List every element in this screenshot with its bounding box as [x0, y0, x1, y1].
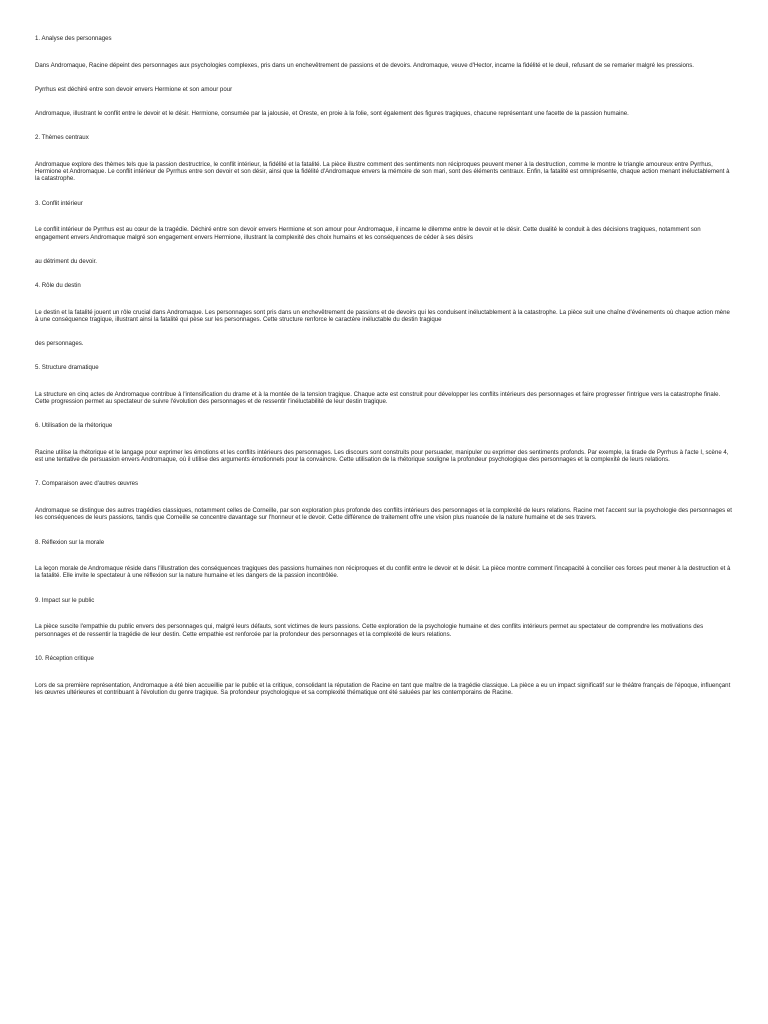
- paragraph: Dans Andromaque, Racine dépeint des personnages aux psychologies complexes, pris dans un enchevêtrement de passions et de devoirs. Andromaque, veuve d'Hector, incarne la fidélité et le deuil, refusant de se remarier malgré les pressions.: [35, 61, 694, 69]
- paragraph: Lors de sa première représentation, Andromaque a été bien accueillie par le public et la critique, consolidant la réputation de Racine en tant que maître de la tragédie classique. La pièce a eu un impact significatif sur le théâtre français de l'époque, influençant les œuvres ultérieures et contribuant à l'évolution du genre tragique. Sa profondeur psychologique et sa complexité thématique ont été saluées par les contemporains de Racine.: [35, 681, 731, 696]
- section-heading: 1. Analyse des personnages: [35, 35, 112, 42]
- section-heading: 6. Utilisation de la rhétorique: [35, 422, 113, 430]
- section-heading: 7. Comparaison avec d'autres œuvres: [35, 480, 139, 488]
- section-heading: 5. Structure dramatique: [35, 364, 99, 372]
- section-heading: 10. Réception critique: [35, 654, 94, 662]
- paragraph: La structure en cinq actes de Andromaque contribue à l'intensification du drame et à la montée de la tension tragique. Chaque acte est construit pour développer les conflits intérieurs des personnages et faire progresser l'intrigue vers la catastrophe finale. Cette progression permet au spectateur de suivre l'évolution des personnages et de ressentir l'inéluctabilité de leur destin tragique.: [35, 390, 721, 406]
- section-heading: 8. Réflexion sur la morale: [35, 538, 105, 546]
- paragraph: Pyrrhus est déchiré entre son devoir envers Hermione et son amour pour: [35, 85, 233, 93]
- paragraph: Andromaque explore des thèmes tels que la passion destructrice, le conflit intérieur, la fidélité et la fatalité. La pièce illustre comment des sentiments non réciproques peuvent mener à la destruction, comme le montre le triangle amoureux entre Pyrrhus, Hermione et Andromaque. Le conflit intérieur de Pyrrhus entre son devoir et son désir, ainsi que la fidélité d'Andromaque envers la mémoire de son mari, sont des éléments centraux. Enfin, la fatalité est omniprésente, chaque action menant inéluctablement à la catastrophe.: [35, 161, 730, 183]
- section-heading: 2. Thèmes centraux: [35, 134, 89, 142]
- paragraph: Le destin et la fatalité jouent un rôle crucial dans Andromaque. Les personnages sont pris dans un enchevêtrement de passions et de devoirs qui les conduisent inéluctablement à la catastrophe. La pièce suit une chaîne d'événements où chaque action mène à une conséquence tragique, illustrant ainsi la fatalité qui pèse sur les personnages. Cette structure renforce le caractère inéluctable du destin tragique: [35, 308, 730, 323]
- paragraph: Racine utilise la rhétorique et le langage pour exprimer les émotions et les conflits intérieurs des personnages. Les discours sont construits pour persuader, manipuler ou exprimer des sentiments profonds. Par exemple, la tirade de Pyrrhus à l'acte I, scène 4, est une tentative de persuasion envers Andromaque, où il utilise des arguments émotionnels pour la convaincre. Cette utilisation de la rhétorique souligne la profondeur psychologique des personnages et la complexité de leurs relations.: [35, 449, 729, 464]
- section-heading: 4. Rôle du destin: [35, 281, 81, 289]
- paragraph: La leçon morale de Andromaque réside dans l'illustration des conséquences tragiques des passions humaines non réciproques et du conflit entre le devoir et le désir. La pièce montre comment l'incapacité à concilier ces forces peut mener à la destruction et à la fatalité. Elle invite le spectateur à une réflexion sur la nature humaine et les dangers de la passion incontrôlée.: [35, 565, 731, 580]
- document-page: [35, 35, 735, 713]
- paragraph: Le conflit intérieur de Pyrrhus est au cœur de la tragédie. Déchiré entre son devoir envers Hermione et son amour pour Andromaque, il incarne le dilemme entre le devoir et le désir. Cette dualité le conduit à des décisions tragiques, notamment son engagement envers Andromaque malgré son engagement envers Hermione, illustrant la complexité des choix humains et les conséquences de céder à ses désirs: [35, 226, 701, 241]
- paragraph: Andromaque se distingue des autres tragédies classiques, notamment celles de Corneille, par son exploration plus profonde des conflits intérieurs des personnages et la complexité de leurs relations. Racine met l'accent sur la psychologie des personnages et les conséquences de leurs passions, tandis que Corneille se concentre davantage sur l'honneur et le devoir. Cette différence de traitement offre une vision plus nuancée de la nature humaine et de ses travers.: [35, 507, 732, 522]
- paragraph: des personnages.: [35, 340, 84, 348]
- paragraph: au détriment du devoir.: [35, 257, 97, 265]
- paragraph: Andromaque, illustrant le conflit entre le devoir et le désir. Hermione, consumée par la jalousie, et Oreste, en proie à la folie, sont également des figures tragiques, chacune représentant une facette de la passion humaine.: [35, 110, 629, 118]
- paragraph: La pièce suscite l'empathie du public envers des personnages qui, malgré leurs défauts, sont victimes de leurs passions. Cette exploration de la psychologie humaine et des conflits intérieurs permet au spectateur de comprendre les motivations des personnages et de ressentir la tragédie de leur destin. Cette empathie est renforcée par la profondeur des personnages et la complexité de leurs relations.: [35, 623, 704, 638]
- section-heading: 9. Impact sur le public: [35, 596, 95, 604]
- section-heading: 3. Conflit intérieur: [35, 199, 83, 207]
